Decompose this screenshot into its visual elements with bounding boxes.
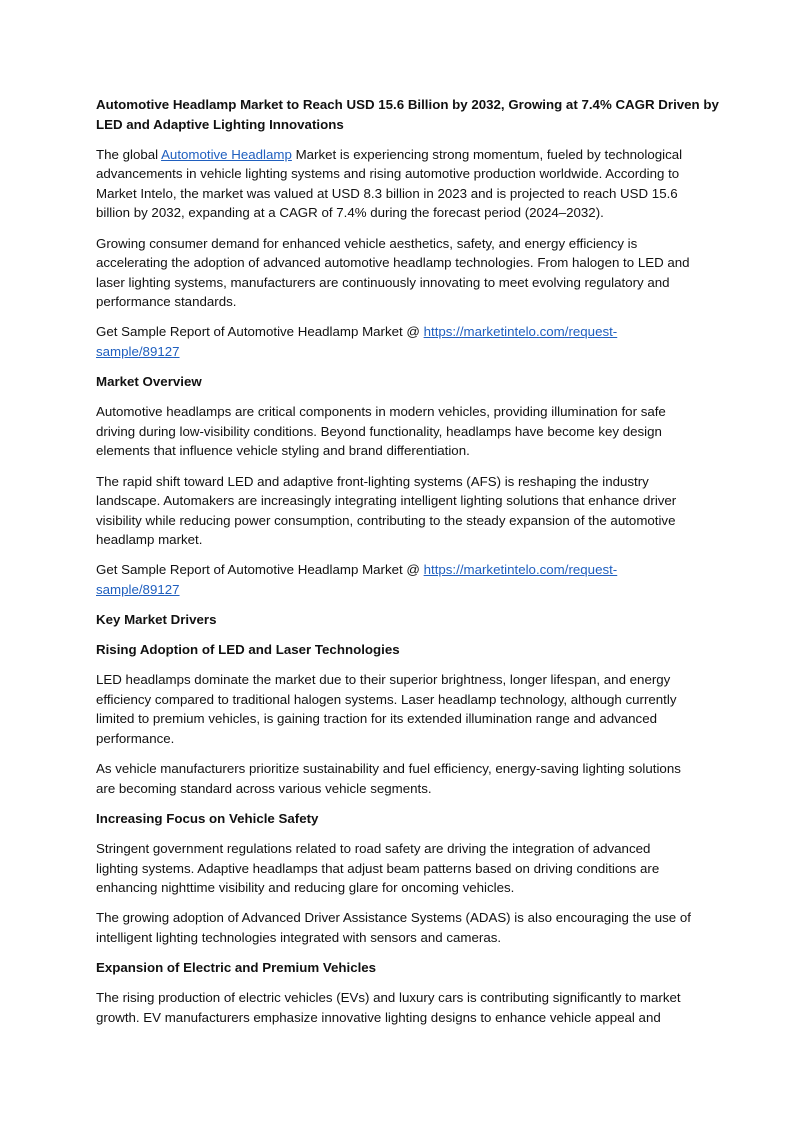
text-line <box>96 878 706 898</box>
paragraph <box>96 670 706 748</box>
text-line <box>96 859 706 879</box>
text-segment: intelligent lighting technologies integrated with sensors and cameras. <box>96 929 502 945</box>
text-segment: growth. EV manufacturers emphasize innovative lighting designs to enhance vehicle appeal and <box>96 1009 661 1025</box>
text-segment: performance standards. <box>96 294 237 310</box>
text-segment: The growing adoption of Advanced Driver Assistance Systems (ADAS) is also encouraging the use of <box>96 910 691 926</box>
text-segment: Expansion of Electric and Premium Vehicles <box>96 959 377 975</box>
text-segment: The rapid shift toward LED and adaptive front-lighting systems (AFS) is reshaping the industry <box>96 473 649 489</box>
text-segment: performance. <box>96 731 175 747</box>
text-segment: driving during low-visibility conditions. Beyond functionality, headlamps have become key design <box>96 423 662 439</box>
text-line <box>96 1008 706 1028</box>
text-segment: The rising production of electric vehicles (EVs) and luxury cars is contributing significantly to market <box>96 989 681 1005</box>
text-segment: The global <box>96 146 162 162</box>
text-segment: efficiency compared to traditional halogen systems. Laser headlamp technology, although currently <box>96 691 677 707</box>
document-page <box>96 95 719 1038</box>
text-line <box>96 729 706 749</box>
text-line <box>96 402 706 422</box>
text-segment: Market Intelo, the market was valued at USD 8.3 billion in 2023 and is projected to reach USD 15.6 <box>96 185 678 201</box>
text-segment: headlamp market. <box>96 532 203 548</box>
paragraph <box>96 839 706 898</box>
document-title <box>96 95 719 134</box>
text-segment: Automotive Headlamp Market to Reach USD 15.6 Billion by 2032, Growing at 7.4% CAGR Driven by <box>96 97 719 112</box>
text-segment: Growing consumer demand for enhanced vehicle aesthetics, safety, and energy efficiency is <box>96 235 638 251</box>
text-segment: billion by 2032, expanding at a CAGR of 7.4% during the forecast period (2024–2032). <box>96 205 604 221</box>
text-line <box>96 95 719 115</box>
text-segment: visibility while reducing power consumption, contributing to the steady expansion of the automotive <box>96 512 676 528</box>
text-segment: lighting systems. Adaptive headlamps that adjust beam patterns based on driving conditions are <box>96 860 660 876</box>
text-line <box>96 809 706 829</box>
text-segment: Rising Adoption of LED and Laser Technologies <box>96 642 400 658</box>
text-segment: landscape. Automakers are increasingly integrating intelligent lighting solutions that enhance driver <box>96 493 677 509</box>
text-segment: Market is experiencing strong momentum, fueled by technological <box>291 146 683 162</box>
text-line <box>96 145 706 165</box>
text-segment: Market Overview <box>96 374 202 390</box>
text-segment: Increasing Focus on Vehicle Safety <box>96 810 319 826</box>
text-segment: Get Sample Report of Automotive Headlamp Market @ <box>96 324 424 340</box>
text-segment: advancements in vehicle lighting systems and rising automotive production worldwide. According to <box>96 166 680 182</box>
text-line <box>96 779 706 799</box>
paragraph <box>96 234 706 312</box>
text-line <box>96 610 706 630</box>
text-line <box>96 273 706 293</box>
text-segment: elements that influence vehicle styling and brand differentiation. <box>96 443 470 459</box>
text-segment: limited to premium vehicles, is gaining traction for its extended illumination range and advanced <box>96 711 657 727</box>
paragraph <box>96 472 706 550</box>
text-line <box>96 342 706 362</box>
hyperlink[interactable]: https://marketintelo.com/request- <box>423 324 618 340</box>
text-line <box>96 422 706 442</box>
paragraph <box>96 908 706 947</box>
text-line <box>96 372 706 392</box>
hyperlink[interactable]: Automotive Headlamp <box>161 146 292 162</box>
text-line <box>96 560 706 580</box>
subsection-heading <box>96 809 706 829</box>
text-line <box>96 958 706 978</box>
text-segment: accelerating the adoption of advanced automotive headlamp technologies. From halogen to LED and <box>96 255 690 271</box>
subsection-heading <box>96 958 706 978</box>
text-line <box>96 709 706 729</box>
subsection-heading <box>96 640 706 660</box>
text-segment: LED and Adaptive Lighting Innovations <box>96 116 344 132</box>
paragraph <box>96 759 706 798</box>
text-line <box>96 928 706 948</box>
text-segment: Automotive headlamps are critical components in modern vehicles, providing illumination for safe <box>96 404 666 420</box>
paragraph <box>96 988 706 1027</box>
text-segment: Key Market Drivers <box>96 612 217 628</box>
text-segment: Stringent government regulations related to road safety are driving the integration of advanced <box>96 840 651 856</box>
text-line <box>96 234 706 254</box>
text-line <box>96 322 706 342</box>
text-line <box>96 640 706 660</box>
text-line <box>96 441 706 461</box>
hyperlink[interactable]: sample/89127 <box>96 344 180 360</box>
text-line <box>96 988 706 1008</box>
text-line <box>96 115 706 135</box>
paragraph <box>96 322 706 361</box>
text-line <box>96 164 706 184</box>
text-line <box>96 511 706 531</box>
text-line <box>96 253 706 273</box>
paragraph <box>96 402 706 461</box>
paragraph <box>96 145 706 223</box>
text-line <box>96 292 706 312</box>
text-segment: Get Sample Report of Automotive Headlamp Market @ <box>96 562 424 578</box>
paragraph <box>96 560 706 599</box>
text-segment: laser lighting systems, manufacturers are continuously innovating to meet evolving regulatory and <box>96 274 670 290</box>
text-line <box>96 203 706 223</box>
text-segment: enhancing nighttime visibility and reducing glare for oncoming vehicles. <box>96 880 515 896</box>
text-line <box>96 839 706 859</box>
text-segment: As vehicle manufacturers prioritize sustainability and fuel efficiency, energy-saving lighting solutions <box>96 761 681 777</box>
section-heading <box>96 610 706 630</box>
text-segment: are becoming standard across various vehicle segments. <box>96 780 432 796</box>
text-line <box>96 670 706 690</box>
text-line <box>96 580 706 600</box>
section-heading <box>96 372 706 392</box>
text-line <box>96 530 706 550</box>
text-line <box>96 472 706 492</box>
text-line <box>96 491 706 511</box>
text-line <box>96 690 706 710</box>
text-line <box>96 759 706 779</box>
text-line <box>96 184 706 204</box>
text-segment: LED headlamps dominate the market due to their superior brightness, longer lifespan, and energy <box>96 672 671 688</box>
hyperlink[interactable]: https://marketintelo.com/request- <box>423 562 618 578</box>
hyperlink[interactable]: sample/89127 <box>96 581 180 597</box>
text-line <box>96 908 706 928</box>
